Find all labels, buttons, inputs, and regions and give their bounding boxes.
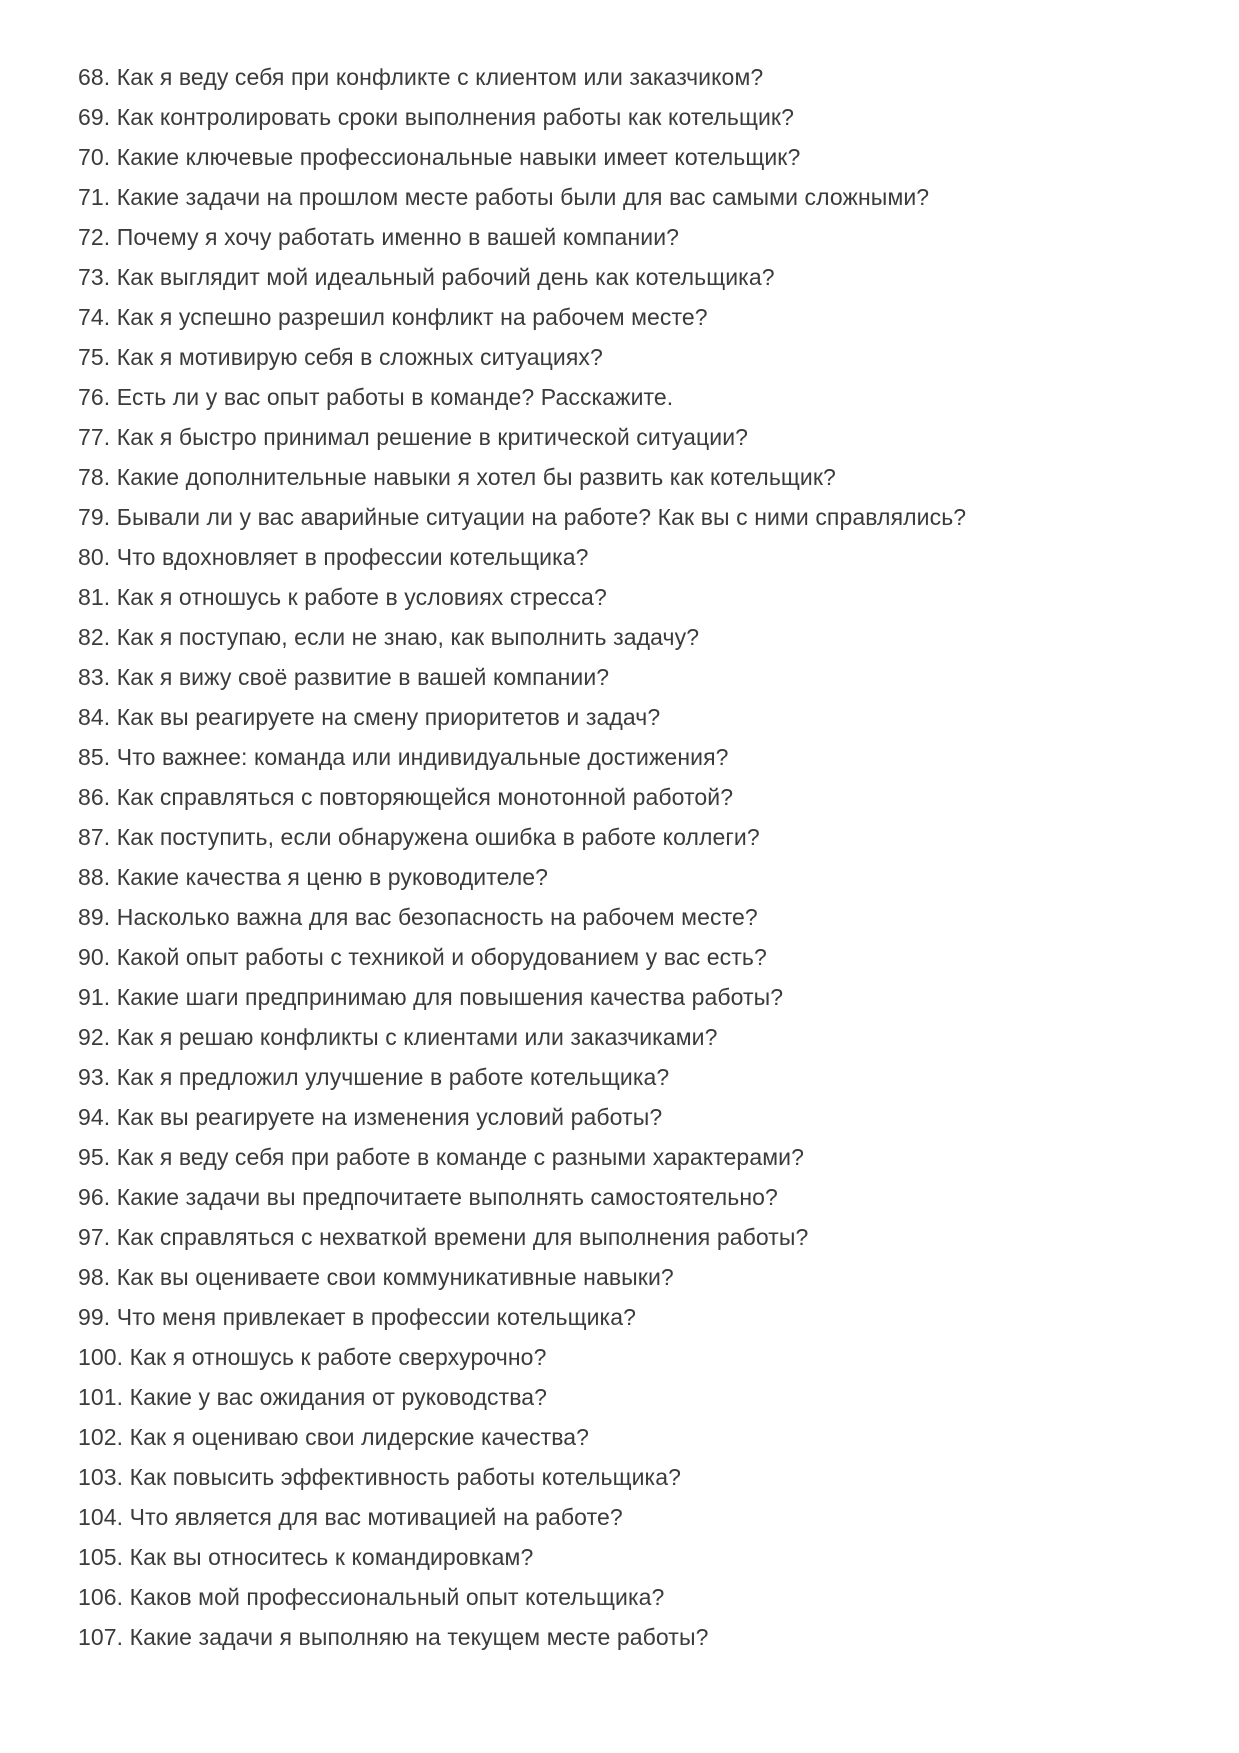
question-text: Какие задачи вы предпочитаете выполнять самостоятельно? [116,1184,778,1210]
question-text: Как я оцениваю свои лидерские качества? [129,1424,590,1450]
question-number: 98. [78,1264,111,1290]
question-number: 69. [78,104,111,130]
list-item [78,337,1179,377]
question-text: Какой опыт работы с техникой и оборудованием у вас есть? [116,944,767,970]
list-item [78,1417,1179,1457]
question-text: Как я поступаю, если не знаю, как выполнить задачу? [116,624,700,650]
list-item [78,857,1179,897]
question-text: Бывали ли у вас аварийные ситуации на работе? Как вы с ними справлялись? [116,504,967,530]
list-item [78,1217,1179,1257]
question-number: 83. [78,664,111,690]
question-text: Как вы реагируете на изменения условий работы? [116,1104,663,1130]
question-number: 86. [78,784,111,810]
question-number: 89. [78,904,111,930]
list-item [78,617,1179,657]
list-item [78,1257,1179,1297]
question-text: Какие дополнительные навыки я хотел бы развить как котельщик? [116,464,836,490]
question-list [78,57,1179,1657]
question-number: 79. [78,504,111,530]
question-text: Как я мотивирую себя в сложных ситуациях? [116,344,603,370]
question-text: Что вдохновляет в профессии котельщика? [116,544,589,570]
list-item [78,1297,1179,1337]
list-item [78,57,1179,97]
question-number: 88. [78,864,111,890]
question-text: Что меня привлекает в профессии котельщика? [116,1304,637,1330]
list-item [78,1337,1179,1377]
question-number: 82. [78,624,111,650]
list-item [78,537,1179,577]
question-text: Как я отношусь к работе в условиях стресса? [116,584,607,610]
list-item [78,1457,1179,1497]
question-text: Есть ли у вас опыт работы в команде? Расскажите. [116,384,674,410]
question-text: Как я успешно разрешил конфликт на рабочем месте? [116,304,708,330]
question-text: Как я предложил улучшение в работе котельщика? [116,1064,670,1090]
question-number: 96. [78,1184,111,1210]
question-number: 87. [78,824,111,850]
question-text: Как поступить, если обнаружена ошибка в работе коллеги? [116,824,760,850]
question-text: Как вы оцениваете свои коммуникативные навыки? [116,1264,674,1290]
question-number: 102. [78,1424,124,1450]
question-number: 71. [78,184,111,210]
question-text: Какие ключевые профессиональные навыки имеет котельщик? [116,144,801,170]
question-text: Как повысить эффективность работы котельщика? [129,1464,681,1490]
question-number: 106. [78,1584,124,1610]
question-number: 78. [78,464,111,490]
question-text: Как я веду себя при работе в команде с разными характерами? [116,1144,804,1170]
question-number: 93. [78,1064,111,1090]
question-text: Как вы относитесь к командировкам? [129,1544,534,1570]
list-item [78,1057,1179,1097]
question-number: 91. [78,984,111,1010]
question-number: 103. [78,1464,124,1490]
question-number: 90. [78,944,111,970]
question-text: Как контролировать сроки выполнения работы как котельщик? [116,104,794,130]
question-number: 97. [78,1224,111,1250]
question-number: 100. [78,1344,124,1370]
question-text: Что является для вас мотивацией на работе? [129,1504,623,1530]
list-item [78,497,1179,537]
question-text: Насколько важна для вас безопасность на рабочем месте? [116,904,758,930]
list-item [78,697,1179,737]
question-text: Как я быстро принимал решение в критической ситуации? [116,424,749,450]
list-item [78,1497,1179,1537]
question-text: Как я отношусь к работе сверхурочно? [129,1344,547,1370]
list-item [78,577,1179,617]
question-number: 99. [78,1304,111,1330]
question-number: 76. [78,384,111,410]
question-text: Какие задачи я выполняю на текущем месте работы? [129,1624,709,1650]
question-text: Как справляться с нехваткой времени для выполнения работы? [116,1224,809,1250]
question-text: Какие у вас ожидания от руководства? [129,1384,548,1410]
question-text: Почему я хочу работать именно в вашей компании? [116,224,680,250]
question-number: 84. [78,704,111,730]
list-item [78,257,1179,297]
question-text: Как выглядит мой идеальный рабочий день как котельщика? [116,264,775,290]
question-number: 105. [78,1544,124,1570]
question-number: 70. [78,144,111,170]
question-number: 74. [78,304,111,330]
list-item [78,297,1179,337]
question-number: 80. [78,544,111,570]
list-item [78,137,1179,177]
question-text: Как я веду себя при конфликте с клиентом или заказчиком? [116,64,764,90]
question-text: Как я вижу своё развитие в вашей компании? [116,664,610,690]
question-text: Какие задачи на прошлом месте работы были для вас самыми сложными? [116,184,930,210]
question-number: 68. [78,64,111,90]
list-item [78,1577,1179,1617]
question-number: 104. [78,1504,124,1530]
question-text: Как справляться с повторяющейся монотонной работой? [116,784,734,810]
list-item [78,897,1179,937]
question-number: 73. [78,264,111,290]
question-number: 101. [78,1384,124,1410]
list-item [78,1137,1179,1177]
question-text: Что важнее: команда или индивидуальные достижения? [116,744,729,770]
list-item [78,97,1179,137]
question-number: 85. [78,744,111,770]
list-item [78,937,1179,977]
list-item [78,217,1179,257]
question-number: 94. [78,1104,111,1130]
question-number: 95. [78,1144,111,1170]
list-item [78,1017,1179,1057]
question-number: 72. [78,224,111,250]
question-number: 92. [78,1024,111,1050]
question-text: Каков мой профессиональный опыт котельщика? [129,1584,665,1610]
list-item [78,657,1179,697]
list-item [78,777,1179,817]
question-text: Какие качества я ценю в руководителе? [116,864,549,890]
list-item [78,1537,1179,1577]
question-text: Как я решаю конфликты с клиентами или заказчиками? [116,1024,718,1050]
list-item [78,817,1179,857]
list-item [78,1377,1179,1417]
list-item [78,1177,1179,1217]
list-item [78,417,1179,457]
question-number: 77. [78,424,111,450]
question-number: 81. [78,584,111,610]
list-item [78,177,1179,217]
question-text: Как вы реагируете на смену приоритетов и задач? [116,704,661,730]
list-item [78,1617,1179,1657]
list-item [78,1097,1179,1137]
question-text: Какие шаги предпринимаю для повышения качества работы? [116,984,784,1010]
question-number: 75. [78,344,111,370]
list-item [78,977,1179,1017]
list-item [78,737,1179,777]
list-item [78,457,1179,497]
list-item [78,377,1179,417]
question-number: 107. [78,1624,124,1650]
